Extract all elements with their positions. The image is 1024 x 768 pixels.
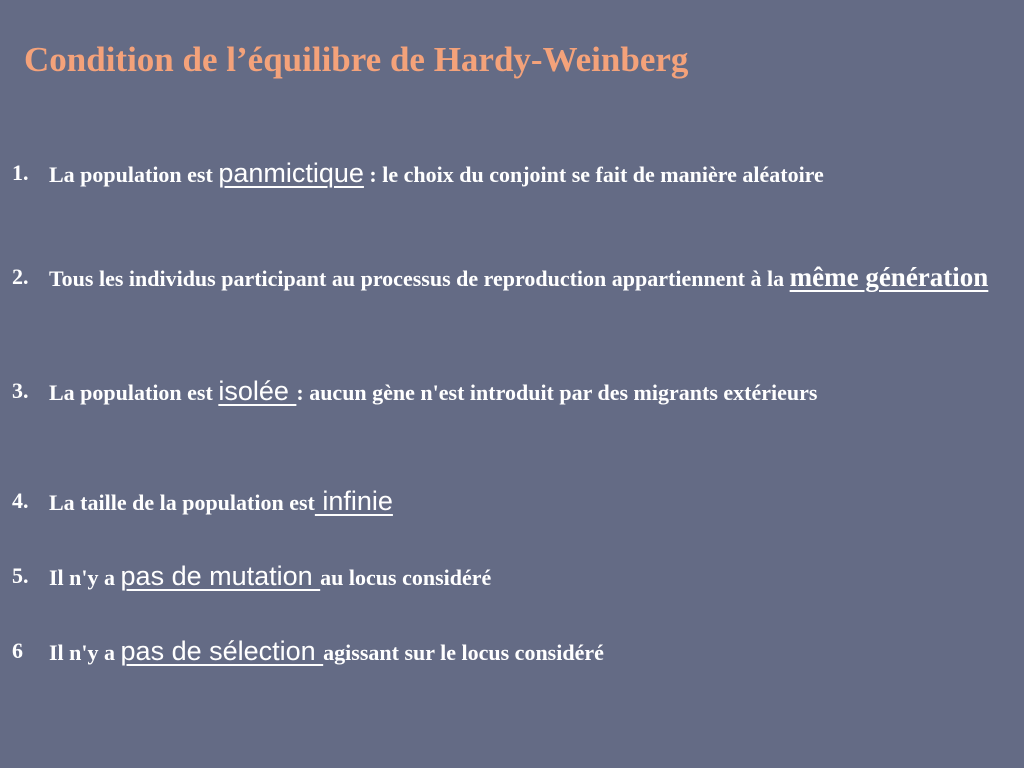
condition-text-after: agissant sur le locus considéré xyxy=(323,640,604,665)
keyword-meme-generation: même génération xyxy=(789,262,989,292)
condition-number: 2. xyxy=(12,264,29,289)
condition-text-before: Il n'y a xyxy=(49,565,121,590)
condition-text xyxy=(49,373,1009,411)
condition-text-after: au locus considéré xyxy=(320,565,492,590)
keyword-pas-de-mutation: pas de mutation xyxy=(120,561,321,591)
condition-text-before: Il n'y a xyxy=(49,640,121,665)
condition-text xyxy=(49,633,1009,671)
condition-number: 6 xyxy=(12,638,23,663)
keyword-isolee: isolée xyxy=(218,376,297,406)
condition-text xyxy=(49,483,1009,521)
condition-text-before: La population est xyxy=(49,380,219,405)
condition-text-after: : aucun gène n'est introduit par des migrants extérieurs xyxy=(296,380,818,405)
slide-title: Condition de l’équilibre de Hardy-Weinberg xyxy=(24,40,689,79)
condition-number: 1. xyxy=(12,160,29,185)
condition-number: 5. xyxy=(12,563,29,588)
keyword-infinie: infinie xyxy=(314,486,393,516)
condition-text-before: Tous les individus participant au processus de reproduction appartiennent à la xyxy=(49,266,790,291)
condition-text-before: La population est xyxy=(49,162,219,187)
keyword-panmictique: panmictique xyxy=(218,158,364,188)
condition-text xyxy=(49,558,1009,596)
condition-number: 4. xyxy=(12,488,29,513)
condition-text-after: : le choix du conjoint se fait de manière aléatoire xyxy=(363,162,824,187)
condition-text xyxy=(49,155,1009,193)
condition-text-before: La taille de la population est xyxy=(49,490,315,515)
condition-number: 3. xyxy=(12,378,29,403)
condition-text xyxy=(49,259,1009,297)
keyword-pas-de-selection: pas de sélection xyxy=(120,636,324,666)
